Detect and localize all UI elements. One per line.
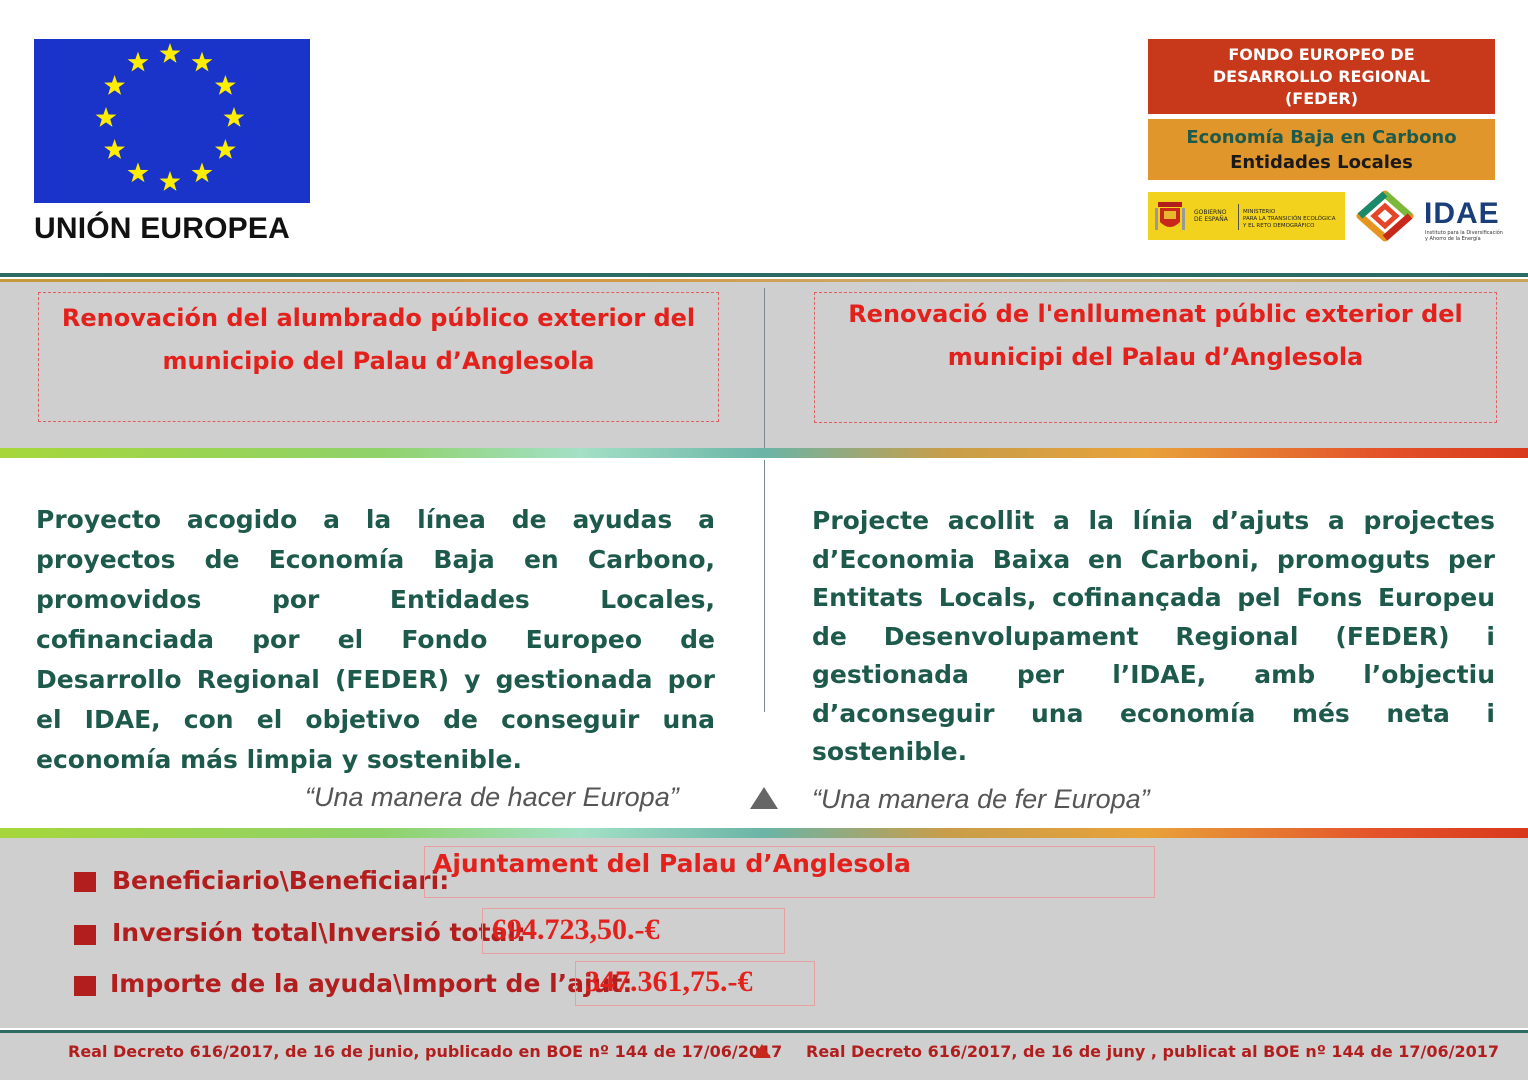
bullet-square-icon [74, 872, 96, 892]
eu-name: UNIÓN EUROPEA [34, 212, 290, 245]
ministry-label: MINISTERIO PARA LA TRANSICIÓN ECOLÓGICA Y EL RETO DEMOGRÁFICO [1243, 209, 1336, 229]
idae-name: IDAE [1424, 197, 1500, 230]
title-ca [814, 292, 1497, 423]
eu-flag [34, 39, 310, 203]
separator [1238, 204, 1239, 230]
eu-star-icon [215, 139, 236, 159]
feder-header [1148, 39, 1495, 114]
eu-star-icon [160, 171, 181, 191]
eu-star-icon [128, 162, 149, 182]
aid-label: Importe de la ayuda\Import de l’ajut: [110, 969, 633, 998]
idae-logo-icon [1350, 190, 1420, 242]
eu-star-icon [192, 162, 213, 182]
eu-star-icon [96, 107, 117, 127]
feder-line-1: FONDO EUROPEO DE [1228, 45, 1415, 64]
gradient-band-bottom [0, 828, 1528, 838]
title-es [38, 292, 719, 422]
body-es: Proyecto acogido a la línea de ayudas a proyectos de Economía Baja en Carbono, promovidos por Entidades Locales, cofinanciada por el Fondo Europeo de Desarrollo Regional (FEDER) y gestionada por el IDAE, con el objetivo de conseguir una economía más limpia y sostenible. [36, 505, 715, 774]
title-ca-line-2: municipi del Palau d’Anglesola [947, 343, 1364, 371]
footer-ca: Real Decreto 616/2017, de 16 de juny , publicat al BOE nº 144 de 17/06/2017 [806, 1042, 1500, 1061]
header-rule [0, 273, 1528, 277]
investment-label: Inversión total\Inversió total: [112, 918, 526, 947]
government-label: GOBIERNO DE ESPAÑA [1194, 209, 1228, 223]
triangle-icon [750, 787, 778, 809]
gradient-band-top [0, 448, 1528, 458]
title-es-line-1: Renovación del alumbrado público exterior del [61, 304, 696, 332]
feder-program [1148, 119, 1495, 180]
aid-value: 347.361,75.-€ [585, 965, 753, 998]
beneficiary-label: Beneficiario\Beneficiari: [112, 866, 450, 895]
feder-line-2: DESARROLLO REGIONAL [1212, 67, 1431, 86]
motto-es: “Una manera de hacer Europa” [305, 782, 679, 812]
footer-es: Real Decreto 616/2017, de 16 de junio, publicado en BOE nº 144 de 17/06/2017 [68, 1042, 783, 1061]
eu-star-icon [224, 107, 245, 127]
coat-of-arms-icon [1154, 200, 1186, 234]
feder-line-3: (FEDER) [1284, 89, 1358, 108]
body-ca: Projecte acollit a la línia d’ajuts a projectes d’Economia Baixa en Carboni, promoguts per Entitats Locals, cofinançada pel Fons Europeu de Desenvolupament Regional (FEDER) i gestionada per l’IDAE, amb l’objectiu d’aconseguir una economía més neta i sostenible. [812, 506, 1495, 766]
title-es-line-2: municipio del Palau d’Anglesola [162, 347, 595, 375]
eu-star-icon [104, 139, 125, 159]
program-line-2: Entidades Locales [1230, 152, 1413, 173]
eu-star-icon [104, 75, 125, 95]
bullet-square-icon [74, 976, 96, 996]
bullet-square-icon [74, 925, 96, 945]
eu-star-icon [215, 75, 236, 95]
eu-star-icon [160, 43, 181, 63]
motto-ca: “Una manera de fer Europa” [812, 784, 1150, 814]
title-ca-line-1: Renovació de l'enllumenat públic exterior del [848, 300, 1463, 328]
title-divider [764, 288, 765, 448]
triangle-icon [753, 1044, 771, 1058]
eu-stars-icon [34, 39, 310, 203]
government-logo [1148, 192, 1345, 240]
program-line-1: Economía Baja en Carbono [1186, 127, 1457, 148]
idae-subtitle: Instituto para la Diversificación y Ahorro de la Energía [1425, 230, 1503, 242]
investment-value: 694.723,50.-€ [492, 913, 660, 946]
body-divider [764, 460, 765, 712]
eu-star-icon [192, 52, 213, 72]
beneficiary-value: Ajuntament del Palau d’Anglesola [433, 849, 911, 878]
eu-star-icon [128, 52, 149, 72]
